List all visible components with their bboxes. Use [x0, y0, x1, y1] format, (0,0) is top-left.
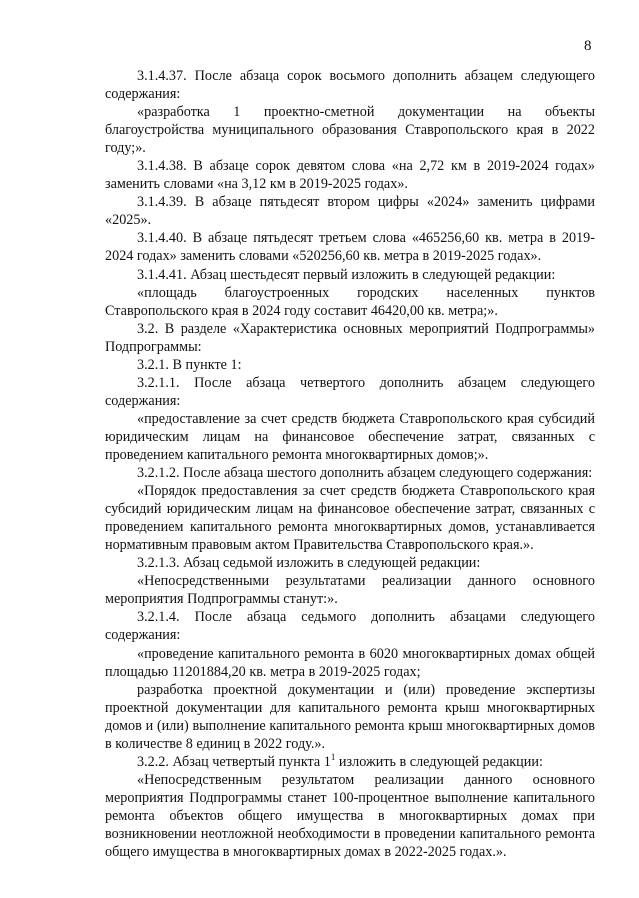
paragraph: 3.1.4.37. После абзаца сорок восьмого дополнить абзацем следующего содержания: [105, 68, 595, 103]
paragraph: «Непосредственным результатом реализации данного основного мероприятия Подпрограммы станет 100-процентное выполнение капитального ремонта объектов общего имущества в многоквартирных домах при возникновении неотложной необходимости в проведении капитального ремонта общего имущества в многоквартирных домах в 2022-2025 годах.». [105, 771, 595, 861]
paragraph-with-superscript [105, 753, 595, 771]
paragraph: 3.2. В разделе «Характеристика основных мероприятий Подпрограммы» Подпрограммы: [105, 320, 595, 355]
paragraph: «проведение капитального ремонта в 6020 многоквартирных домах общей площадью 11201884,20 кв. метра в 2019-2025 годах; [105, 645, 595, 680]
paragraph-text: 3.2.2. Абзац четвертый пункта 1 [137, 753, 331, 770]
paragraph: разработка проектной документации и (или) проведение экспертизы проектной документации для капитального ремонта крыш многоквартирных домов и (или) выполнение капитального ремонта крыш многоквартирных домов в количестве 8 единиц в 2022 году.». [105, 681, 595, 752]
paragraph: 3.2.1.1. После абзаца четвертого дополнить абзацем следующего содержания: [105, 374, 595, 409]
document-body [105, 67, 595, 861]
page-number: 8 [584, 38, 592, 54]
paragraph: «Порядок предоставления за счет средств бюджета Ставропольского края субсидий юридическим лицам на финансовое обеспечение затрат, связанных с проведением капитального ремонта многоквартирных домов, устанавливается нормативным правовым актом Правительства Ставропольского края.». [105, 483, 595, 554]
paragraph: 3.2.1.3. Абзац седьмой изложить в следующей редакции: [137, 555, 481, 572]
paragraph: 3.2.1.2. После абзаца шестого дополнить абзацем следующего содержания: [137, 465, 593, 482]
paragraph: 3.2.1.4. После абзаца седьмого дополнить абзацами следующего содержания: [105, 609, 595, 644]
paragraph: 3.2.1. В пункте 1: [137, 356, 242, 373]
paragraph: 3.1.4.41. Абзац шестьдесят первый изложить в следующей редакции: [137, 266, 556, 283]
paragraph: 3.1.4.40. В абзаце пятьдесят третьем слова «465256,60 кв. метра в 2019-2024 годах» заменить словами «520256,60 кв. метра в 2019-2025 годах». [105, 230, 595, 265]
superscript: 1 [330, 751, 336, 762]
paragraph: 3.1.4.38. В абзаце сорок девятом слова «на 2,72 км в 2019-2024 годах» заменить словами «на 3,12 км в 2019-2025 годах». [105, 158, 595, 193]
paragraph: «Непосредственными результатами реализации данного основного мероприятия Подпрограммы станут:». [105, 573, 595, 608]
paragraph: «предоставление за счет средств бюджета Ставропольского края субсидий юридическим лицам на финансовое обеспечение затрат, связанных с проведением капитального ремонта многоквартирных домов;». [105, 410, 595, 463]
paragraph-text-tail: изложить в следующей редакции: [335, 753, 543, 770]
paragraph: «разработка 1 проектно-сметной документации на объекты благоустройства муниципального образования Ставропольского края в 2022 году;». [105, 104, 595, 157]
paragraph: 3.1.4.39. В абзаце пятьдесят втором цифры «2024» заменить цифрами «2025». [105, 194, 595, 229]
paragraph: «площадь благоустроенных городских населенных пунктов Ставропольского края в 2024 году составит 46420,00 кв. метра;». [105, 284, 595, 319]
